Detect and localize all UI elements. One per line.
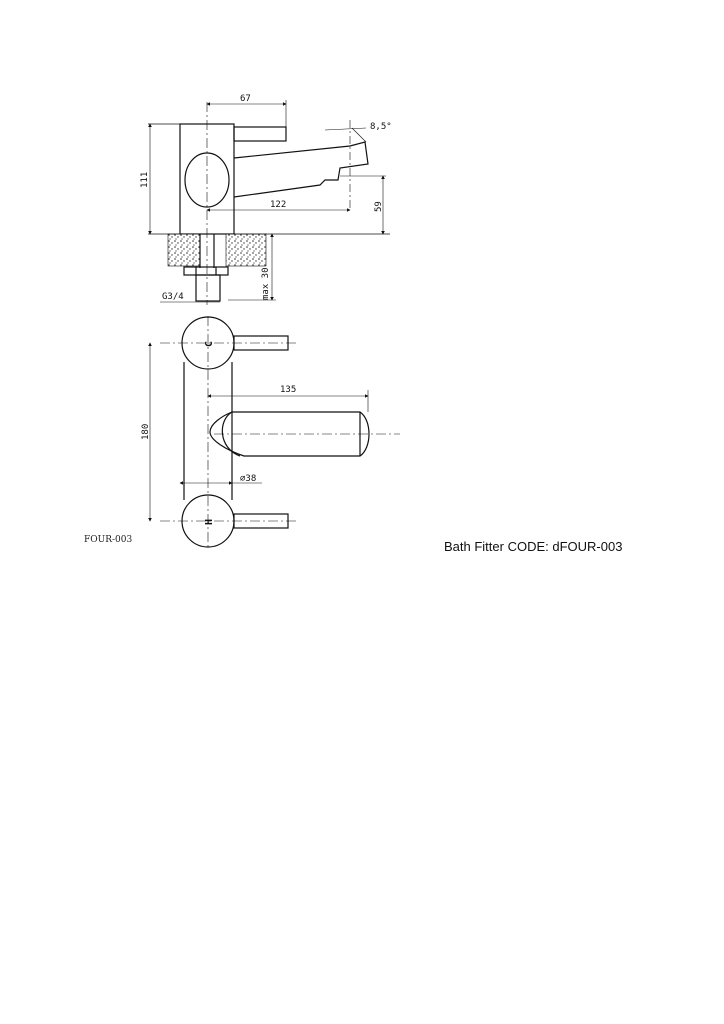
dim-g34: G3/4 bbox=[162, 292, 184, 302]
counter-right bbox=[226, 234, 266, 266]
tail-connector bbox=[196, 275, 220, 301]
dim-angle: 8,5° bbox=[370, 122, 392, 132]
product-caption: Bath Fitter CODE: dFOUR-003 bbox=[444, 539, 623, 554]
lever-handle bbox=[234, 127, 286, 141]
dim-135: 135 bbox=[280, 385, 297, 395]
dim-180: 180 bbox=[141, 423, 151, 440]
hot-lever bbox=[234, 514, 288, 528]
dim-38: ⌀38 bbox=[240, 474, 257, 484]
dim-122: 122 bbox=[270, 200, 287, 210]
counter-left bbox=[168, 234, 200, 266]
spout bbox=[234, 142, 368, 197]
dim-max30: max 30 bbox=[261, 267, 271, 300]
plan-view bbox=[160, 316, 400, 548]
dim-111: 111 bbox=[140, 171, 150, 188]
dim-59: 59 bbox=[374, 201, 384, 212]
part-code-small: FOUR-003 bbox=[84, 535, 133, 545]
hot-handle-label: H bbox=[204, 518, 215, 525]
cold-handle-label: C bbox=[204, 340, 215, 347]
fixing-nut bbox=[184, 267, 228, 275]
plan-dimensions bbox=[150, 340, 368, 521]
dim-67: 67 bbox=[240, 94, 251, 104]
cold-lever bbox=[234, 336, 288, 350]
